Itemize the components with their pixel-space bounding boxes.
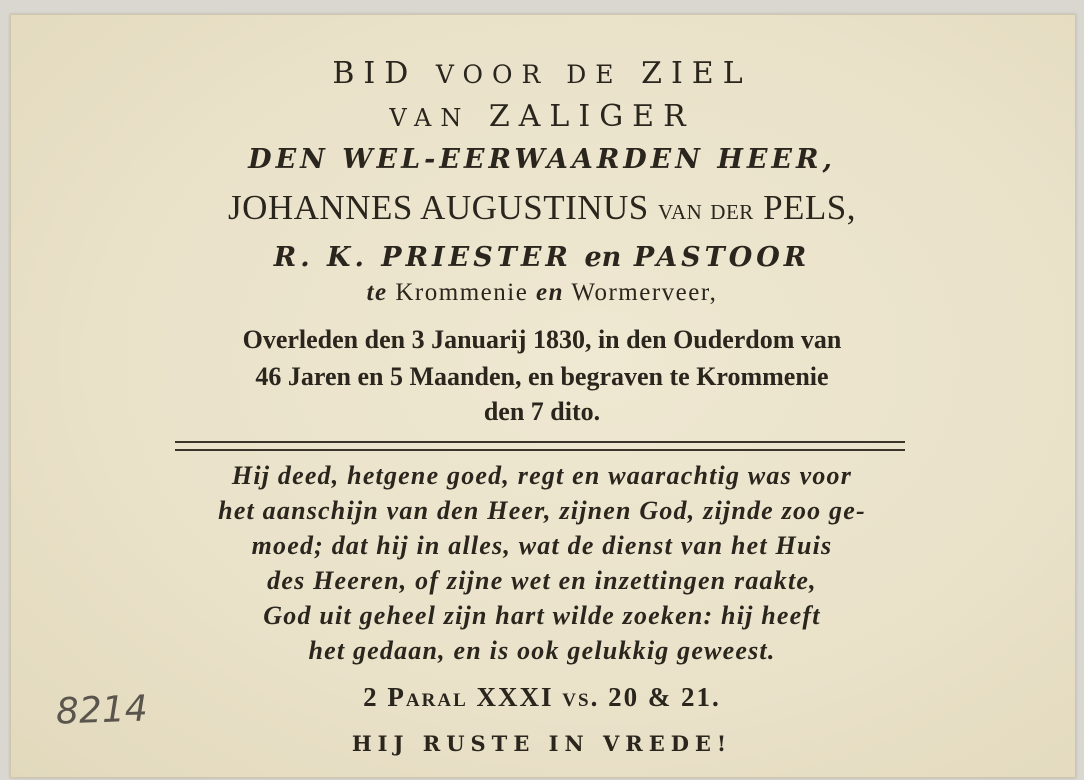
verse-line: des Heeren, of zijne wet en inzettingen raakte, <box>267 566 817 595</box>
header-line-bid: BID VOOR DE ZIEL <box>332 56 752 91</box>
title-line: DEN WEL-EERWAARDEN HEER, <box>248 144 836 175</box>
name-line: JOHANNES AUGUSTINUS van der PELS, <box>227 188 857 227</box>
parish-line: te Krommenie en Wormerveer, <box>366 279 718 306</box>
scripture-reference: 2 Paral XXXI vs. 20 & 21. <box>363 682 721 712</box>
verse-line: Hij deed, hetgene goed, regt en waarachtig was voor <box>231 461 853 490</box>
death-date-line: Overleden den 3 Januarij 1830, in den Ouderdom van <box>242 325 842 354</box>
age-burial-line: 46 Jaren en 5 Maanden, en begraven te Krommenie <box>255 362 829 391</box>
verse-line: moed; dat hij in alles, wat de dienst van het Huis <box>251 531 833 560</box>
verse-line: het gedaan, en is ook gelukkig geweest. <box>308 636 776 665</box>
office-line: R. K. PRIESTER en PASTOOR <box>273 242 811 273</box>
header-line-van-zaliger: VAN ZALIGER <box>389 99 695 134</box>
verse-line: God uit geheel zijn hart wilde zoeken: hij heeft <box>263 601 821 630</box>
burial-date-line: den 7 dito. <box>483 397 601 426</box>
verse-line: het aanschijn van den Heer, zijnen God, zijnde zoo ge- <box>218 496 866 525</box>
closing-line: HIJ RUSTE IN VREDE! <box>351 731 733 756</box>
decorative-rule <box>175 441 905 451</box>
handwritten-inventory-number: 8214 <box>55 688 149 733</box>
